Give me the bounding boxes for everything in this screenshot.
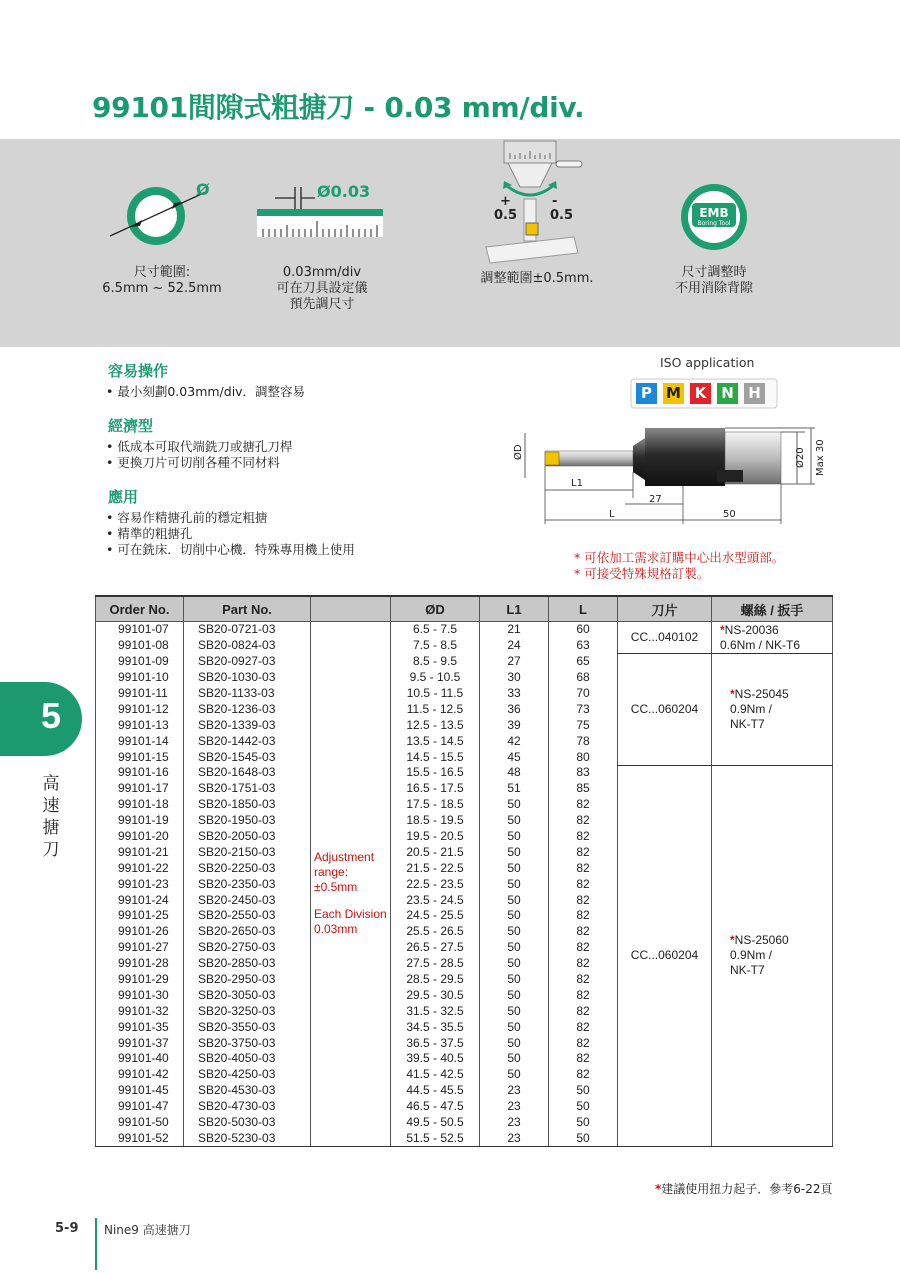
l1-cell: 50 (480, 876, 549, 892)
col-header-insert: 刀片 (618, 596, 712, 622)
od-cell: 23.5 - 24.5 (391, 892, 480, 908)
dia20-label: Ø20 (795, 447, 806, 468)
od-cell: 25.5 - 26.5 (391, 924, 480, 940)
l1-cell: 50 (480, 797, 549, 813)
l-cell: 63 (549, 638, 618, 654)
l1-label: L1 (571, 478, 583, 489)
l1-cell: 23 (480, 1099, 549, 1115)
screw-line-1: NS-25060 (734, 933, 789, 948)
insert-cell: CC...040102 (618, 622, 712, 654)
l-cell: 82 (549, 924, 618, 940)
screw-line-3: NK-T7 (730, 963, 765, 978)
order-no-cell: 99101-35 (96, 1019, 184, 1035)
l-cell: 82 (549, 1019, 618, 1035)
l-cell: 50 (549, 1083, 618, 1099)
od-cell: 15.5 - 16.5 (391, 765, 480, 781)
part-no-cell: SB20-3550-03 (184, 1019, 311, 1035)
l-cell: 82 (549, 829, 618, 845)
part-no-cell: SB20-1030-03 (184, 670, 311, 686)
screw-cell (712, 654, 833, 765)
part-no-cell: SB20-5030-03 (184, 1115, 311, 1131)
l1-cell: 23 (480, 1131, 549, 1147)
screw-line-2: 0.9Nm / (730, 701, 773, 716)
l-label: L (609, 509, 615, 520)
od-cell: 10.5 - 11.5 (391, 686, 480, 702)
order-no-cell: 99101-45 (96, 1083, 184, 1099)
iso-label: ISO application (660, 355, 755, 370)
od-cell: 49.5 - 50.5 (391, 1115, 480, 1131)
od-cell: 22.5 - 23.5 (391, 876, 480, 892)
order-no-cell: 99101-17 (96, 781, 184, 797)
part-no-cell: SB20-2450-03 (184, 892, 311, 908)
order-no-cell: 99101-23 (96, 876, 184, 892)
screw-asterisk: * (730, 933, 735, 948)
footer-title: Nine9 高速搪刀 (104, 1223, 191, 1237)
part-no-cell: SB20-2950-03 (184, 972, 311, 988)
order-no-cell: 99101-18 (96, 797, 184, 813)
od-cell: 8.5 - 9.5 (391, 654, 480, 670)
l-cell: 82 (549, 860, 618, 876)
od-cell: 7.5 - 8.5 (391, 638, 480, 654)
order-no-cell: 99101-09 (96, 654, 184, 670)
l1-cell: 21 (480, 622, 549, 638)
iso-h-badge: H (744, 383, 765, 404)
col-header-blank (311, 596, 391, 622)
order-no-cell: 99101-47 (96, 1099, 184, 1115)
order-no-cell: 99101-25 (96, 908, 184, 924)
screw-line-2: 0.6Nm / NK-T6 (720, 637, 801, 652)
emb-badge-icon (674, 177, 754, 257)
order-no-cell: 99101-21 (96, 844, 184, 860)
order-no-cell: 99101-30 (96, 987, 184, 1003)
od-cell: 9.5 - 10.5 (391, 670, 480, 686)
part-no-cell: SB20-2750-03 (184, 940, 311, 956)
screw-line-1: NS-25045 (734, 686, 789, 701)
l-cell: 82 (549, 797, 618, 813)
col-header-l1: L1 (480, 596, 549, 622)
l-cell: 82 (549, 1051, 618, 1067)
part-no-cell: SB20-2150-03 (184, 844, 311, 860)
l1-cell: 50 (480, 1067, 549, 1083)
adjustment-note-cell (311, 622, 391, 1147)
table-row (96, 622, 833, 638)
chapter-number: 5 (40, 695, 62, 736)
l1-cell: 27 (480, 654, 549, 670)
col-header-l: L (549, 596, 618, 622)
l-cell: 78 (549, 733, 618, 749)
screw-line-3: NK-T7 (730, 716, 765, 731)
od-label: ØD (513, 444, 524, 460)
od-cell: 14.5 - 15.5 (391, 749, 480, 765)
l-cell: 82 (549, 1003, 618, 1019)
order-no-cell: 99101-52 (96, 1131, 184, 1147)
od-cell: 12.5 - 13.5 (391, 717, 480, 733)
od-cell: 34.5 - 35.5 (391, 1019, 480, 1035)
col-header-part: Part No. (184, 596, 311, 622)
iso-k-badge: K (690, 383, 711, 404)
screw-line-2: 0.9Nm / (730, 948, 773, 963)
dia-symbol: Ø (196, 180, 210, 199)
order-no-cell: 99101-24 (96, 892, 184, 908)
iso-n-badge: N (717, 383, 738, 404)
scale-label: Ø0.03 (317, 182, 371, 201)
part-no-cell: SB20-1751-03 (184, 781, 311, 797)
l-cell: 60 (549, 622, 618, 638)
od-cell: 16.5 - 17.5 (391, 781, 480, 797)
part-no-cell: SB20-1133-03 (184, 686, 311, 702)
l-cell: 82 (549, 892, 618, 908)
l-cell: 82 (549, 940, 618, 956)
insert-cell: CC...060204 (618, 654, 712, 765)
order-no-cell: 99101-37 (96, 1035, 184, 1051)
order-no-cell: 99101-27 (96, 940, 184, 956)
od-cell: 20.5 - 21.5 (391, 844, 480, 860)
order-no-cell: 99101-08 (96, 638, 184, 654)
dial-right-value: 0.5 (550, 208, 574, 223)
feature-banner (0, 139, 900, 347)
order-no-cell: 99101-10 (96, 670, 184, 686)
part-no-cell: SB20-3050-03 (184, 987, 311, 1003)
screw-cell (712, 765, 833, 1147)
l1-cell: 30 (480, 670, 549, 686)
part-no-cell: SB20-1545-03 (184, 749, 311, 765)
iso-m-badge: M (663, 383, 684, 404)
feature-heading-easy: 容易操作 (108, 362, 169, 380)
order-no-cell: 99101-28 (96, 956, 184, 972)
l1-cell: 50 (480, 813, 549, 829)
part-no-cell: SB20-2350-03 (184, 876, 311, 892)
part-no-cell: SB20-1850-03 (184, 797, 311, 813)
screw-asterisk: * (720, 622, 725, 637)
part-no-cell: SB20-3250-03 (184, 1003, 311, 1019)
l-cell: 85 (549, 781, 618, 797)
od-cell: 19.5 - 20.5 (391, 829, 480, 845)
l-cell: 73 (549, 701, 618, 717)
part-no-cell: SB20-0927-03 (184, 654, 311, 670)
order-no-cell: 99101-11 (96, 686, 184, 702)
l1-cell: 45 (480, 749, 549, 765)
l1-cell: 33 (480, 686, 549, 702)
od-cell: 6.5 - 7.5 (391, 622, 480, 638)
adjustment-dial-icon (482, 139, 592, 264)
scale-ruler-icon (255, 181, 395, 241)
part-no-cell: SB20-2650-03 (184, 924, 311, 940)
spec-table (95, 595, 833, 1147)
part-no-cell: SB20-2250-03 (184, 860, 311, 876)
od-cell: 29.5 - 30.5 (391, 987, 480, 1003)
l1-cell: 50 (480, 844, 549, 860)
table-header-row (96, 596, 833, 622)
caption-division: 0.03mm/div 可在刀具設定儀 預先調尺寸 (276, 265, 368, 312)
l1-cell: 36 (480, 701, 549, 717)
l-cell: 83 (549, 765, 618, 781)
l1-cell: 50 (480, 956, 549, 972)
order-no-cell: 99101-14 (96, 733, 184, 749)
dim27-label: 27 (649, 494, 662, 505)
l-cell: 80 (549, 749, 618, 765)
l-cell: 82 (549, 813, 618, 829)
emb-badge-subtext: Boring Tool (697, 220, 731, 227)
l-cell: 82 (549, 972, 618, 988)
l1-cell: 50 (480, 940, 549, 956)
l1-cell: 50 (480, 892, 549, 908)
l1-cell: 50 (480, 908, 549, 924)
l1-cell: 50 (480, 1051, 549, 1067)
diameter-ring-icon (100, 179, 230, 259)
dial-minus: - (552, 194, 558, 209)
table-body (96, 622, 833, 1147)
part-no-cell: SB20-5230-03 (184, 1131, 311, 1147)
order-no-cell: 99101-13 (96, 717, 184, 733)
l1-cell: 23 (480, 1115, 549, 1131)
l1-cell: 50 (480, 860, 549, 876)
feature-heading-application: 應用 (108, 488, 139, 506)
screw-asterisk: * (730, 686, 735, 701)
feature-list-easy: • 最小刻劃0.03mm/div．調整容易 (106, 384, 305, 400)
table-row (96, 654, 833, 670)
note-coolant: * 可依加工需求訂購中心出水型頭部。 (574, 550, 785, 565)
l-cell: 68 (549, 670, 618, 686)
l1-cell: 50 (480, 1035, 549, 1051)
part-no-cell: SB20-2550-03 (184, 908, 311, 924)
order-no-cell: 99101-50 (96, 1115, 184, 1131)
l1-cell: 50 (480, 829, 549, 845)
od-cell: 41.5 - 42.5 (391, 1067, 480, 1083)
col-header-screw: 螺絲 / 扳手 (712, 596, 833, 622)
dial-left-value: 0.5 (494, 208, 518, 223)
part-no-cell: SB20-4730-03 (184, 1099, 311, 1115)
order-no-cell: 99101-16 (96, 765, 184, 781)
order-no-cell: 99101-22 (96, 860, 184, 876)
part-no-cell: SB20-4530-03 (184, 1083, 311, 1099)
adjustment-line-1: Adjustment (314, 850, 375, 864)
l-cell: 50 (549, 1115, 618, 1131)
od-cell: 13.5 - 14.5 (391, 733, 480, 749)
order-no-cell: 99101-32 (96, 1003, 184, 1019)
l-cell: 82 (549, 956, 618, 972)
screw-line-1: NS-20036 (724, 622, 779, 637)
order-no-cell: 99101-12 (96, 701, 184, 717)
order-no-cell: 99101-19 (96, 813, 184, 829)
note-custom: * 可接受特殊規格訂製。 (574, 566, 710, 581)
col-header-order: Order No. (96, 596, 184, 622)
order-no-cell: 99101-20 (96, 829, 184, 845)
l1-cell: 51 (480, 781, 549, 797)
od-cell: 31.5 - 32.5 (391, 1003, 480, 1019)
od-cell: 44.5 - 45.5 (391, 1083, 480, 1099)
od-cell: 21.5 - 22.5 (391, 860, 480, 876)
order-no-cell: 99101-40 (96, 1051, 184, 1067)
l-cell: 75 (549, 717, 618, 733)
od-cell: 26.5 - 27.5 (391, 940, 480, 956)
l-cell: 82 (549, 876, 618, 892)
l-cell: 82 (549, 987, 618, 1003)
l-cell: 82 (549, 1067, 618, 1083)
od-cell: 36.5 - 37.5 (391, 1035, 480, 1051)
l1-cell: 50 (480, 1019, 549, 1035)
l1-cell: 42 (480, 733, 549, 749)
order-no-cell: 99101-15 (96, 749, 184, 765)
part-no-cell: SB20-0721-03 (184, 622, 311, 638)
part-no-cell: SB20-1442-03 (184, 733, 311, 749)
part-no-cell: SB20-4250-03 (184, 1067, 311, 1083)
dim50-label: 50 (723, 509, 736, 520)
l-cell: 82 (549, 844, 618, 860)
part-no-cell: SB20-2850-03 (184, 956, 311, 972)
l1-cell: 50 (480, 924, 549, 940)
od-cell: 51.5 - 52.5 (391, 1131, 480, 1147)
od-cell: 39.5 - 40.5 (391, 1051, 480, 1067)
od-cell: 27.5 - 28.5 (391, 956, 480, 972)
page-number: 5-9 (55, 1221, 79, 1236)
part-no-cell: SB20-0824-03 (184, 638, 311, 654)
l-cell: 50 (549, 1131, 618, 1147)
od-cell: 11.5 - 12.5 (391, 701, 480, 717)
l1-cell: 39 (480, 717, 549, 733)
screw-cell (712, 622, 833, 654)
l-cell: 65 (549, 654, 618, 670)
part-no-cell: SB20-2050-03 (184, 829, 311, 845)
l1-cell: 48 (480, 765, 549, 781)
part-no-cell: SB20-3750-03 (184, 1035, 311, 1051)
l1-cell: 50 (480, 972, 549, 988)
l-cell: 70 (549, 686, 618, 702)
table-row (96, 765, 833, 781)
part-no-cell: SB20-1339-03 (184, 717, 311, 733)
part-no-cell: SB20-1950-03 (184, 813, 311, 829)
order-no-cell: 99101-07 (96, 622, 184, 638)
part-no-cell: SB20-1236-03 (184, 701, 311, 717)
od-cell: 17.5 - 18.5 (391, 797, 480, 813)
od-cell: 46.5 - 47.5 (391, 1099, 480, 1115)
l-cell: 82 (549, 1035, 618, 1051)
adjustment-line-3: Each Division (314, 907, 387, 921)
l1-cell: 50 (480, 987, 549, 1003)
tool-dimension-drawing (505, 418, 835, 528)
caption-no-backlash: 尺寸調整時 不用消除背隙 (674, 265, 753, 296)
l1-cell: 24 (480, 638, 549, 654)
l-cell: 82 (549, 908, 618, 924)
page-title: 99101間隙式粗搪刀 - 0.03 mm/div. (92, 91, 585, 124)
chapter-label: 高速搪刀 (42, 774, 60, 860)
order-no-cell: 99101-29 (96, 972, 184, 988)
part-no-cell: SB20-4050-03 (184, 1051, 311, 1067)
order-no-cell: 99101-26 (96, 924, 184, 940)
order-no-cell: 99101-42 (96, 1067, 184, 1083)
insert-cell: CC...060204 (618, 765, 712, 1147)
part-no-cell: SB20-1648-03 (184, 765, 311, 781)
max30-label: Max 30 (815, 439, 826, 476)
l1-cell: 23 (480, 1083, 549, 1099)
col-header-od: ØD (391, 596, 480, 622)
dial-plus: + (500, 194, 511, 209)
feature-list-application: • 容易作精搪孔前的穩定粗搪 • 精準的粗搪孔 • 可在銑床．切削中心機．特殊專用機上使用 (106, 510, 355, 558)
emb-badge-text: EMB (699, 206, 729, 220)
torque-footnote: *建議使用扭力起子．參考6-22頁 (655, 1182, 833, 1196)
iso-p-badge: P (636, 383, 657, 404)
caption-adjust-range: 調整範圍±0.5mm. (480, 271, 594, 286)
footer-divider (95, 1218, 99, 1270)
adjustment-line-4: 0.03mm (314, 922, 358, 936)
l-cell: 50 (549, 1099, 618, 1115)
adjustment-line-2: range:±0.5mm (314, 865, 358, 894)
od-cell: 18.5 - 19.5 (391, 813, 480, 829)
feature-heading-economy: 經濟型 (108, 417, 154, 435)
od-cell: 28.5 - 29.5 (391, 972, 480, 988)
od-cell: 24.5 - 25.5 (391, 908, 480, 924)
caption-size-range: 尺寸範圍: 6.5mm ~ 52.5mm (102, 265, 222, 296)
feature-list-economy: • 低成本可取代端銑刀或搪孔刀桿 • 更換刀片可切削各種不同材料 (106, 439, 292, 471)
l1-cell: 50 (480, 1003, 549, 1019)
